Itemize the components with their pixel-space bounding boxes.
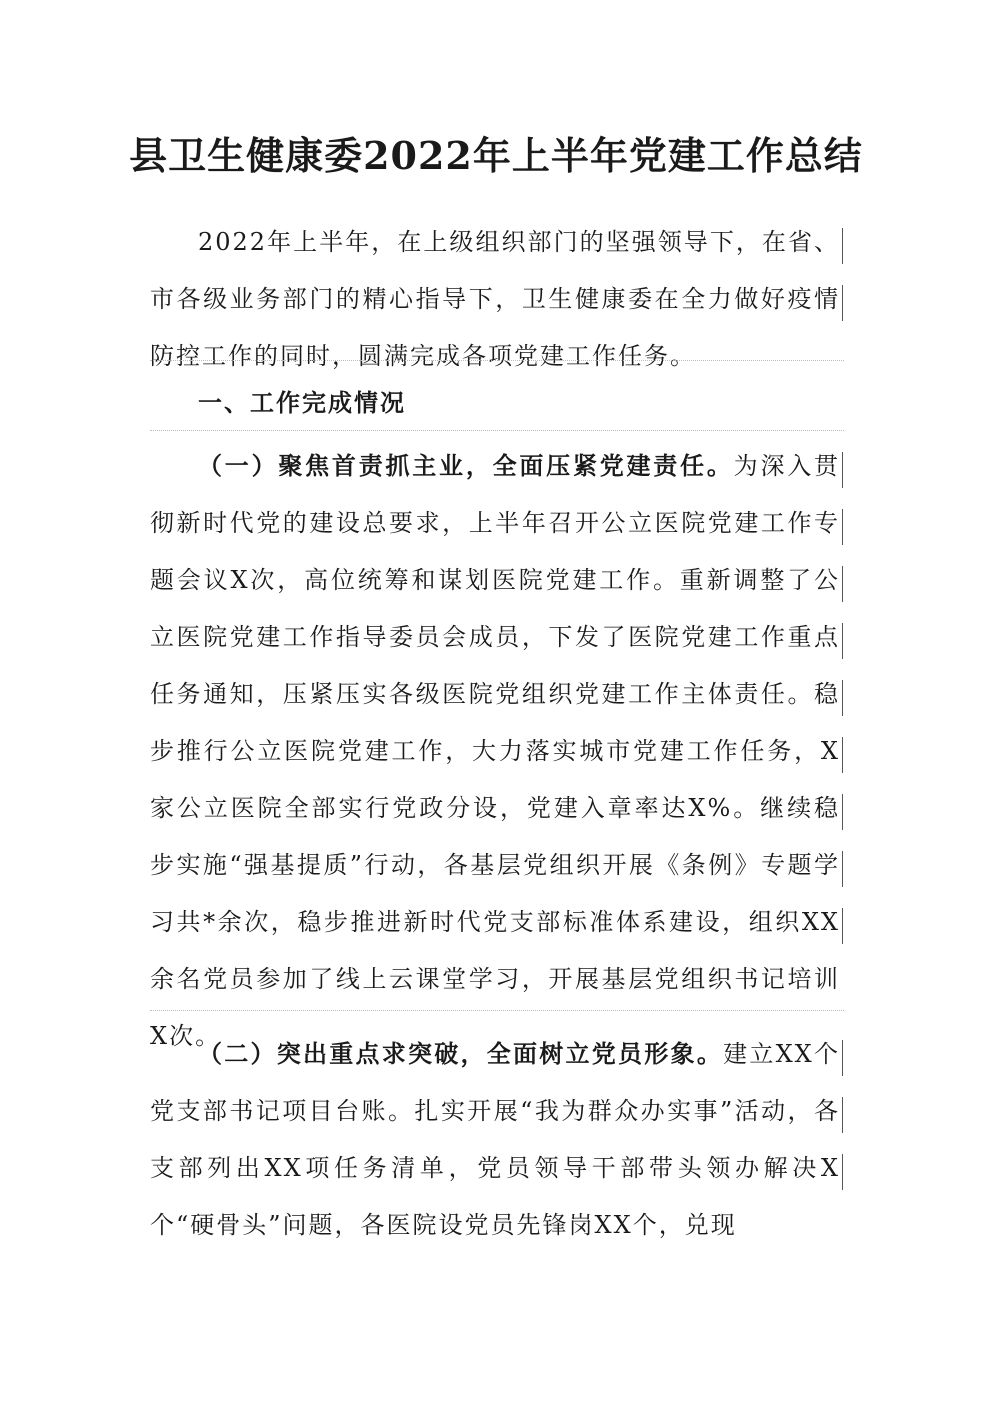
document-title: 县卫生健康委2022年上半年党建工作总结: [129, 133, 863, 178]
line-end-mark: [842, 737, 843, 773]
line-end-mark: [842, 851, 843, 887]
paragraph-2: [150, 1026, 840, 1254]
line-end-mark: [842, 1154, 843, 1190]
paragraph-1-body: 为深入贯彻新时代党的建设总要求，上半年召开公立医院党建工作专题会议X次，高位统筹和谋划医院党建工作。重新调整了公立医院党建工作指导委员会成员，下发了医院党建工作重点任务通知，压紧压实各级医院党组织党建工作主体责任。稳步推行公立医院党建工作，大力落实城市党建工作任务，X家公立医院全部实行党政分设，党建入章率达X%。继续稳步实施“强基提质”行动，各基层党组织开展《条例》专题学习共*余次，稳步推进新时代党支部标准体系建设，组织XX余名党员参加了线上云课堂学习，开展基层党组织书记培训X次。: [150, 452, 841, 1050]
line-end-mark: [842, 566, 843, 602]
line-end-mark: [842, 509, 843, 545]
paragraph-divider: [150, 1010, 844, 1011]
section-heading: 一、工作完成情况: [198, 389, 406, 417]
line-end-mark: [842, 794, 843, 830]
line-end-mark: [842, 228, 843, 264]
paragraph-2-lead: （二）突出重点求突破，全面树立党员形象。: [198, 1040, 724, 1068]
line-end-mark: [842, 623, 843, 659]
line-end-mark: [842, 1040, 843, 1076]
line-end-mark: [842, 680, 843, 716]
line-end-mark: [842, 452, 843, 488]
line-end-mark: [842, 908, 843, 944]
line-end-mark: [842, 285, 843, 321]
intro-paragraph: 2022年上半年，在上级组织部门的坚强领导下，在省、市各级业务部门的精心指导下，卫生健康委在全力做好疫情防控工作的同时，圆满完成各项党建工作任务。: [150, 228, 840, 370]
paragraph-divider: [150, 430, 844, 431]
paragraph-divider: [150, 360, 844, 361]
paragraph-2-body: 建立XX个党支部书记项目台账。扎实开展“我为群众办实事”活动，各支部列出XX项任务清单，党员领导干部带头领办解决X个“硬骨头”问题，各医院设党员先锋岗XX个，兑现: [150, 1040, 841, 1239]
paragraph-1-lead: （一）聚焦首责抓主业，全面压紧党建责任。: [198, 452, 734, 480]
line-end-mark: [842, 1097, 843, 1133]
paragraph-1: [150, 438, 840, 1065]
